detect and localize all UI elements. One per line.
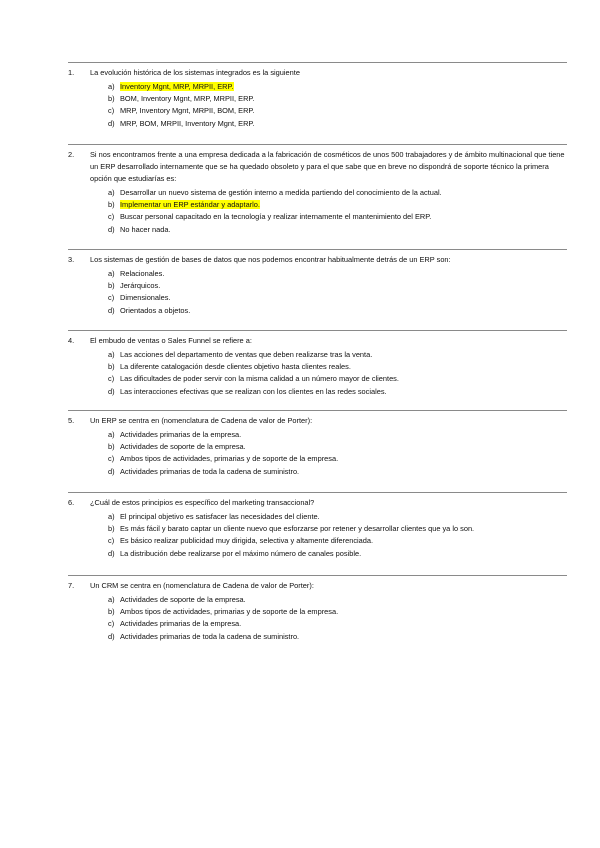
option-text: Buscar personal capacitado en la tecnología y realizar internamente el mantenimiento del ERP. <box>120 212 432 222</box>
option-letter: c) <box>108 454 115 464</box>
option-letter: a) <box>108 430 115 439</box>
option-letter: c) <box>108 536 115 546</box>
question-number: 1. <box>68 68 75 77</box>
highlighted-answer: Inventory Mgnt, MRP, MRPII, ERP. <box>120 82 234 91</box>
options-list <box>68 81 567 130</box>
option-b <box>108 280 567 292</box>
option-b <box>108 606 567 618</box>
option-c <box>108 618 567 630</box>
option-text: Ambos tipos de actividades, primarias y de soporte de la empresa. <box>120 454 339 464</box>
option-text: Las acciones del departamento de ventas que deben realizarse tras la venta. <box>120 350 373 359</box>
divider <box>68 62 567 63</box>
option-letter: b) <box>108 94 115 104</box>
question-stem <box>68 335 567 347</box>
option-text: BOM, Inventory Mgnt, MRP, MRPII, ERP. <box>120 94 255 104</box>
option-letter: b) <box>108 200 115 210</box>
options-list <box>68 429 567 478</box>
option-text: MRP, BOM, MRPII, Inventory Mgnt, ERP. <box>120 118 255 128</box>
divider <box>68 410 567 411</box>
option-letter: b) <box>108 607 115 617</box>
option-d <box>108 118 567 130</box>
option-text: La diferente catalogación desde clientes objetivo hasta clientes reales. <box>120 362 351 372</box>
option-a <box>108 429 567 441</box>
option-letter: d) <box>108 305 115 315</box>
option-letter: a) <box>108 82 115 91</box>
question-text: ¿Cuál de estos principios es específico del marketing transaccional? <box>90 498 315 507</box>
option-letter: a) <box>108 269 115 278</box>
option-text: Ambos tipos de actividades, primarias y de soporte de la empresa. <box>120 607 339 617</box>
question-5 <box>68 410 567 478</box>
option-letter: c) <box>108 212 115 222</box>
option-b <box>108 523 567 535</box>
question-number: 7. <box>68 581 75 590</box>
question-text: El embudo de ventas o Sales Funnel se refiere a: <box>90 336 252 345</box>
question-number: 3. <box>68 255 75 264</box>
option-text: Jerárquicos. <box>120 281 161 291</box>
question-1 <box>68 62 567 130</box>
option-a <box>108 268 567 280</box>
option-letter: c) <box>108 106 115 116</box>
option-text: Actividades primarias de la empresa. <box>120 619 242 629</box>
question-6 <box>68 492 567 560</box>
option-d <box>108 305 567 317</box>
option-text: No hacer nada. <box>120 224 171 234</box>
option-c <box>108 535 567 547</box>
options-list <box>68 268 567 317</box>
option-a <box>108 594 567 606</box>
option-a <box>108 511 567 523</box>
option-text: Orientados a objetos. <box>120 305 191 315</box>
divider <box>68 249 567 250</box>
question-stem <box>68 497 567 509</box>
question-stem <box>68 149 567 185</box>
option-b <box>108 361 567 373</box>
divider <box>68 144 567 145</box>
option-letter: d) <box>108 631 115 641</box>
question-text: Un ERP se centra en (nomenclatura de Cadena de valor de Porter): <box>90 416 313 425</box>
options-list <box>68 594 567 643</box>
divider <box>68 575 567 576</box>
question-text: Los sistemas de gestión de bases de datos que nos podemos encontrar habitualmente detrás de un ERP son: <box>90 255 451 264</box>
option-text: La distribución debe realizarse por el máximo número de canales posible. <box>120 548 362 558</box>
option-letter: a) <box>108 188 115 197</box>
question-stem <box>68 415 567 427</box>
option-text: Desarrollar un nuevo sistema de gestión interno a medida partiendo del conocimiento de la actual. <box>120 188 442 197</box>
options-list <box>68 349 567 398</box>
option-letter: d) <box>108 224 115 234</box>
option-d <box>108 224 567 236</box>
option-text: Actividades de soporte de la empresa. <box>120 595 246 604</box>
question-stem <box>68 67 567 79</box>
option-d <box>108 548 567 560</box>
option-c <box>108 211 567 223</box>
option-letter: a) <box>108 350 115 359</box>
divider <box>68 492 567 493</box>
question-number: 5. <box>68 416 75 425</box>
option-text: Relacionales. <box>120 269 165 278</box>
option-c <box>108 292 567 304</box>
option-letter: d) <box>108 548 115 558</box>
option-letter: c) <box>108 619 115 629</box>
option-letter: a) <box>108 512 115 521</box>
option-text: Es más fácil y barato captar un cliente nuevo que esforzarse por retener y desarrollar clientes que ya lo son. <box>120 524 475 534</box>
divider <box>68 330 567 331</box>
option-c <box>108 105 567 117</box>
highlighted-answer: Implementar un ERP estándar y adaptarlo. <box>120 200 260 210</box>
option-text: Dimensionales. <box>120 293 171 303</box>
question-4 <box>68 330 567 398</box>
option-text: Actividades primarias de la empresa. <box>120 430 242 439</box>
option-text: Actividades primarias de toda la cadena de suministro. <box>120 466 300 476</box>
question-stem <box>68 254 567 266</box>
question-number: 6. <box>68 498 75 507</box>
question-text: Si nos encontramos frente a una empresa dedicada a la fabricación de cosméticos de unos 500 trabajadores y de ámbito multinacional que tiene un ERP desarrollado internamente que se ha quedado obsoleto y para el que sabe que en breve no dispondrá de soporte técnico la primera opción que estudiarías es: <box>90 150 565 183</box>
option-letter: b) <box>108 281 115 291</box>
option-text: Las dificultades de poder servir con la misma calidad a un número mayor de clientes. <box>120 374 399 384</box>
option-a <box>108 349 567 361</box>
option-letter: d) <box>108 466 115 476</box>
option-letter: d) <box>108 118 115 128</box>
question-text: La evolución histórica de los sistemas integrados es la siguiente <box>90 68 300 77</box>
question-text: Un CRM se centra en (nomenclatura de Cadena de valor de Porter): <box>90 581 314 590</box>
question-3 <box>68 249 567 317</box>
options-list <box>68 187 567 236</box>
options-list <box>68 511 567 560</box>
option-c <box>108 453 567 465</box>
question-2 <box>68 144 567 236</box>
question-7 <box>68 575 567 643</box>
option-letter: b) <box>108 524 115 534</box>
option-b <box>108 199 567 211</box>
option-letter: d) <box>108 386 115 396</box>
option-letter: b) <box>108 442 115 452</box>
question-stem <box>68 580 567 592</box>
option-d <box>108 386 567 398</box>
option-text: Actividades de soporte de la empresa. <box>120 442 246 452</box>
question-number: 4. <box>68 336 75 345</box>
option-letter: c) <box>108 374 115 384</box>
option-letter: b) <box>108 362 115 372</box>
option-text: Las interacciones efectivas que se realizan con los clientes en las redes sociales. <box>120 386 387 396</box>
option-text: MRP, Inventory Mgnt, MRPII, BOM, ERP. <box>120 106 255 116</box>
option-letter: a) <box>108 595 115 604</box>
option-b <box>108 93 567 105</box>
option-text: El principal objetivo es satisfacer las necesidades del cliente. <box>120 512 320 521</box>
option-text: Es básico realizar publicidad muy dirigida, selectiva y altamente diferenciada. <box>120 536 374 546</box>
option-b <box>108 441 567 453</box>
option-text: Actividades primarias de toda la cadena de suministro. <box>120 631 300 641</box>
option-d <box>108 631 567 643</box>
option-a <box>108 187 567 199</box>
option-d <box>108 466 567 478</box>
question-number: 2. <box>68 150 75 159</box>
option-a <box>108 81 567 93</box>
option-c <box>108 373 567 385</box>
option-letter: c) <box>108 293 115 303</box>
